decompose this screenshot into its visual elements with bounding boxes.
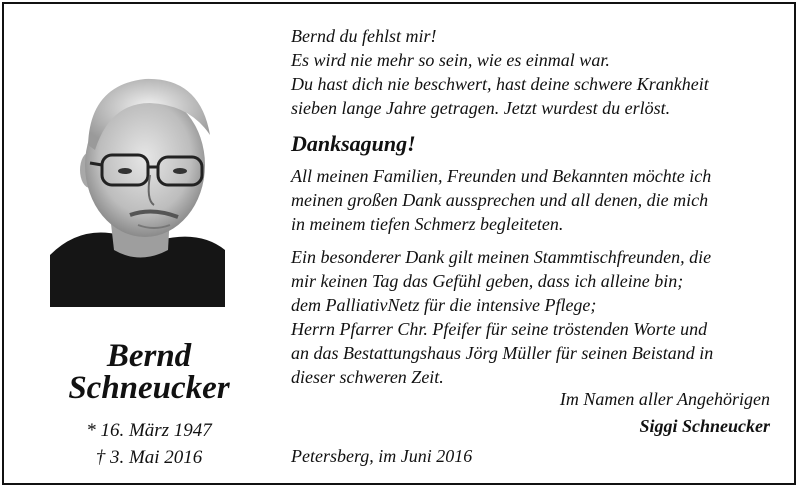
signature: Siggi Schneucker xyxy=(639,416,770,436)
place-date: Petersberg, im Juni 2016 xyxy=(291,446,473,466)
obituary-card xyxy=(2,2,796,485)
paragraph-line: dem PalliativNetz für die intensive Pflege; xyxy=(291,295,597,315)
thanks-heading: Danksagung! xyxy=(291,131,416,156)
deceased-last-name: Schneucker xyxy=(68,370,230,406)
paragraph-line: meinen großen Dank aussprechen und all denen, die mich xyxy=(291,190,709,210)
paragraph-line: mir keinen Tag das Gefühl geben, dass ich alleine bin; xyxy=(291,271,684,291)
poem-line: Du hast dich nie beschwert, hast deine schwere Krankheit xyxy=(291,74,709,94)
birth-date: * 16. März 1947 xyxy=(86,420,212,441)
paragraph-line: Ein besonderer Dank gilt meinen Stammtischfreunden, die xyxy=(291,247,712,267)
poem-line: Bernd du fehlst mir! xyxy=(291,26,437,46)
poem-line: Es wird nie mehr so sein, wie es einmal war. xyxy=(291,50,610,70)
thanks-paragraph-2 xyxy=(291,245,713,389)
paragraph-line: an das Bestattungshaus Jörg Müller für seinen Beistand in xyxy=(291,343,714,363)
poem-line: sieben lange Jahre getragen. Jetzt wurdest du erlöst. xyxy=(291,98,671,118)
closing-line: Im Namen aller Angehörigen xyxy=(559,389,770,409)
paragraph-line: in meinem tiefen Schmerz begleiteten. xyxy=(291,214,564,234)
paragraph-line: Herrn Pfarrer Chr. Pfeifer für seine tröstenden Worte und xyxy=(291,319,708,339)
poem xyxy=(291,24,709,120)
portrait-illustration xyxy=(50,65,225,307)
death-date: † 3. Mai 2016 xyxy=(95,447,203,468)
paragraph-line: All meinen Familien, Freunden und Bekannten möchte ich xyxy=(291,166,712,186)
deceased-first-name: Bernd xyxy=(106,338,192,374)
paragraph-line: dieser schweren Zeit. xyxy=(291,367,444,387)
thanks-paragraph-1 xyxy=(291,164,711,236)
portrait-photo xyxy=(50,65,225,307)
